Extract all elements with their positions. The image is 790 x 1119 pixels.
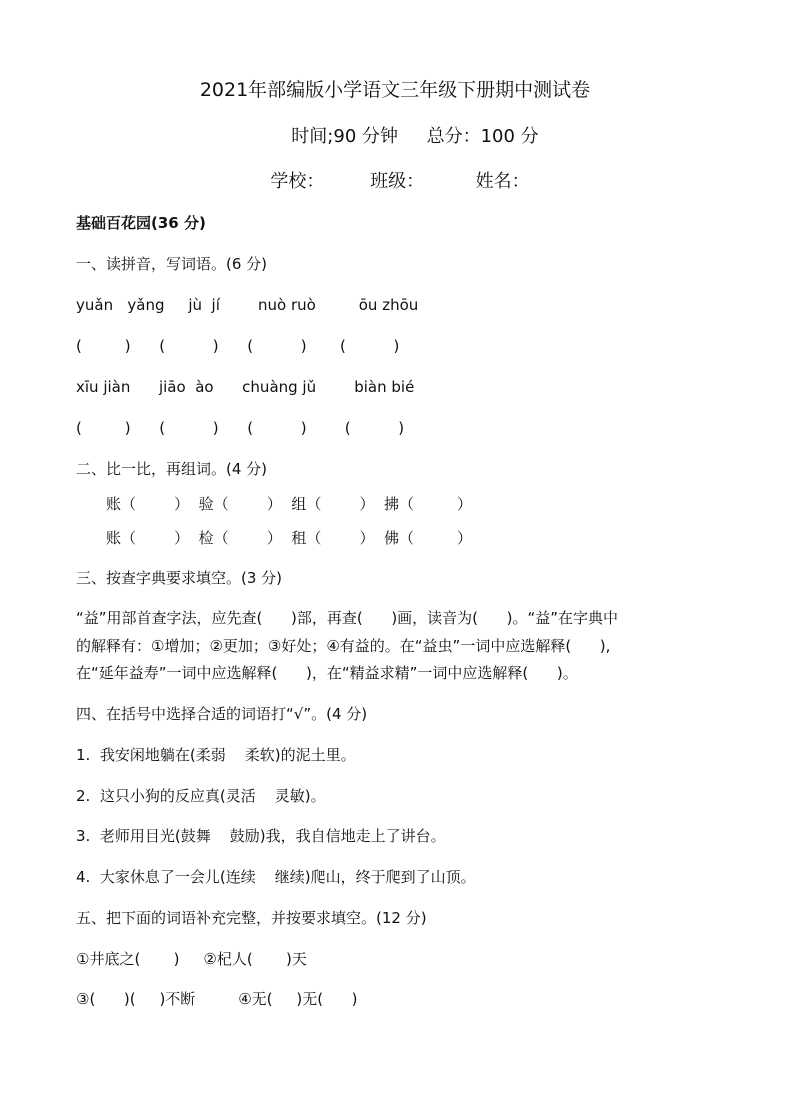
q4-item-3: 3. 老师用目光(鼓舞 鼓励)我，我自信地走上了讲台。 (76, 827, 446, 845)
student-info-line: 学校： 班级： 姓名： (270, 171, 530, 192)
q4-heading: 四、在括号中选择合适的词语打“√”。(4 分) (76, 705, 368, 723)
q3-heading: 三、按查字典要求填空。(3 分) (76, 569, 283, 587)
q1-pinyin-row-1: yuǎn yǎng jù jí nuò ruò ōu zhōu (76, 296, 419, 314)
q5-row-1: ①井底之( ) ②杞人( )天 (76, 950, 307, 968)
q2-row-2: 账（ ） 检（ ） 租（ ） 佛（ ） (106, 529, 472, 547)
q1-heading: 一、读拼音，写词语。(6 分) (76, 255, 268, 273)
q3-line-3: 在“延年益寿”一词中应选解释( )，在“精益求精”一词中应选解释( )。 (76, 664, 578, 682)
q2-row-1: 账（ ） 验（ ） 组（ ） 拂（ ） (106, 495, 472, 513)
q1-blank-row-1: ( ) ( ) ( ) ( ) (76, 337, 400, 355)
q5-heading: 五、把下面的词语补充完整，并按要求填空。(12 分) (76, 909, 427, 927)
section-basics-heading: 基础百花园(36 分) (76, 214, 206, 232)
q4-item-1: 1. 我安闲地躺在(柔弱 柔软)的泥土里。 (76, 746, 356, 764)
q4-item-4: 4. 大家休息了一会儿(连续 继续)爬山，终于爬到了山顶。 (76, 868, 476, 886)
page-title: 2021年部编版小学语文三年级下册期中测试卷 (199, 79, 591, 101)
q3-line-2: 的解释有：①增加；②更加；③好处；④有益的。在“益虫”一词中应选解释( ), (76, 637, 611, 655)
q2-heading: 二、比一比，再组词。(4 分) (76, 460, 268, 478)
q3-line-1: “益”用部首查字法，应先查( )部，再查( )画，读音为( )。“益”在字典中 (76, 609, 619, 627)
q1-blank-row-2: ( ) ( ) ( ) ( ) (76, 419, 405, 437)
q1-pinyin-row-2: xīu jiàn jiāo ào chuàng jǔ biàn bié (76, 378, 415, 396)
time-score-line: 时间;90 分钟 总分：100 分 (291, 126, 539, 147)
q5-row-2: ③( )( )不断 ④无( )无( ) (76, 990, 358, 1008)
q4-item-2: 2. 这只小狗的反应真(灵活 灵敏)。 (76, 787, 326, 805)
